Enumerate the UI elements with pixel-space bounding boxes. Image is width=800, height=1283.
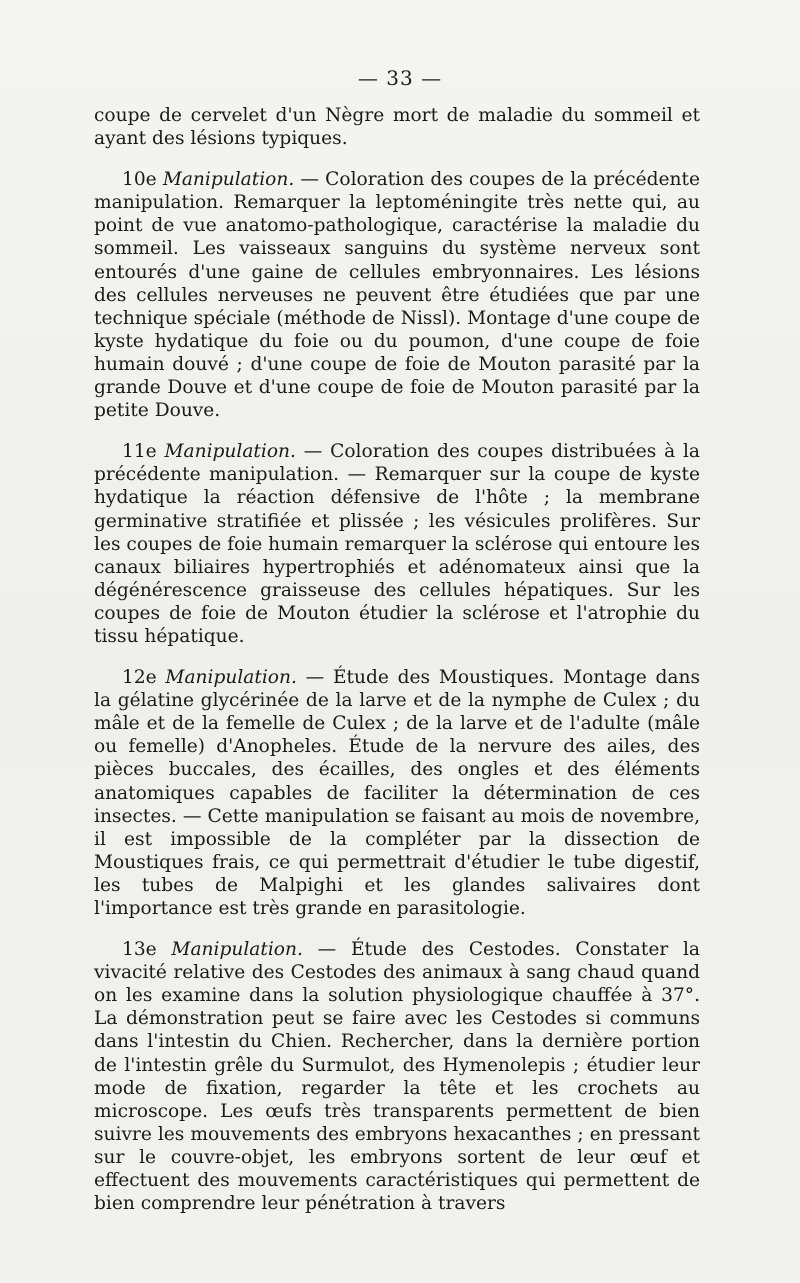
manipulation-heading: Manipulation. xyxy=(171,939,303,961)
manipulation-heading: Manipulation. xyxy=(162,169,295,191)
paragraph-manipulation-13 xyxy=(94,938,700,1215)
manipulation-number: 10e xyxy=(122,169,163,191)
manipulation-number: 13e xyxy=(122,939,172,961)
paragraph-manipulation-11 xyxy=(94,440,700,648)
page-number: — 33 — xyxy=(357,66,443,90)
paragraph-text: — Étude des Cestodes. Constater la vivacité relative des Cestodes des animaux à sang chaud quand on les examine dans la solution physiologique chauffée à 37°. La démonstration peut se faire avec les Cestodes si communs dans l'intestin du Chien. Rechercher, dans la dernière portion de l'intestin grêle du Surmulot, des Hymenolepis ; étudier leur mode de fixation, regarder la tête et les crochets au microscope. Les œufs très transparents permettent de bien suivre les mouvements des embryons hexacanthes ; en pressant sur le couvre-objet, les embryons sortent de leur œuf et effectuent des mouvements caractéristiques qui permettent de bien comprendre leur pénétration à travers xyxy=(94,939,701,1215)
paragraph-text: — Étude des Moustiques. Montage dans la gélatine glycérinée de la larve et de la nymphe de Culex ; du mâle et de la femelle de Culex ; de la larve et de l'adulte (mâle ou femelle) d'Anopheles. Étude de la nervure des ailes, des pièces buccales, des écailles, des ongles et des éléments anatomiques capables de faciliter la détermination de ces insectes. — Cette manipulation se faisant au mois de novembre, il est impossible de la compléter par la dissection de Moustiques frais, ce qui permettrait d'étudier le tube digestif, les tubes de Malpighi et les glandes salivaires dont l'importance est très grande en parasitologie. xyxy=(94,667,700,919)
manipulation-heading: Manipulation. xyxy=(165,667,297,689)
manipulation-number: 11e xyxy=(122,441,165,463)
paragraph-text: coupe de cervelet d'un Nègre mort de maladie du sommeil et ayant des lésions typiques. xyxy=(94,105,700,150)
paragraph-continuation xyxy=(94,104,700,150)
paragraph-text: — Coloration des coupes de la précédente manipulation. Remarquer la leptoméningite très nette qui, au point de vue anatomo-pathologique, caractérise la maladie du sommeil. Les vaisseaux sanguins du système nerveux sont entourés d'une gaine de cellules embryonnaires. Les lésions des cellules nerveuses ne peuvent être étudiées que par une technique spéciale (méthode de Nissl). Montage d'une coupe de kyste hydatique du foie ou du poumon, d'une coupe de foie humain douvé ; d'une coupe de foie de Mouton parasité par la grande Douve et d'une coupe de foie de Mouton parasité par la petite Douve. xyxy=(94,169,700,422)
paragraph-manipulation-10 xyxy=(94,168,700,422)
manipulation-heading: Manipulation. xyxy=(164,441,296,463)
body-text xyxy=(94,104,700,1215)
paragraph-text: — Coloration des coupes distribuées à la précédente manipulation. — Remarquer sur la coupe de kyste hydatique la réaction défensive de l'hôte ; la membrane germinative stratifiée et plissée ; les vésicules prolifères. Sur les coupes de foie humain remarquer la sclérose qui entoure les canaux biliaires hypertrophiés et adénomateux ainsi que la dégénérescence graisseuse des cellules hépatiques. Sur les coupes de foie de Mouton étudier la sclérose et l'atrophie du tissu hépatique. xyxy=(94,441,700,647)
paragraph-manipulation-12 xyxy=(94,666,700,920)
manipulation-number: 12e xyxy=(122,667,166,689)
